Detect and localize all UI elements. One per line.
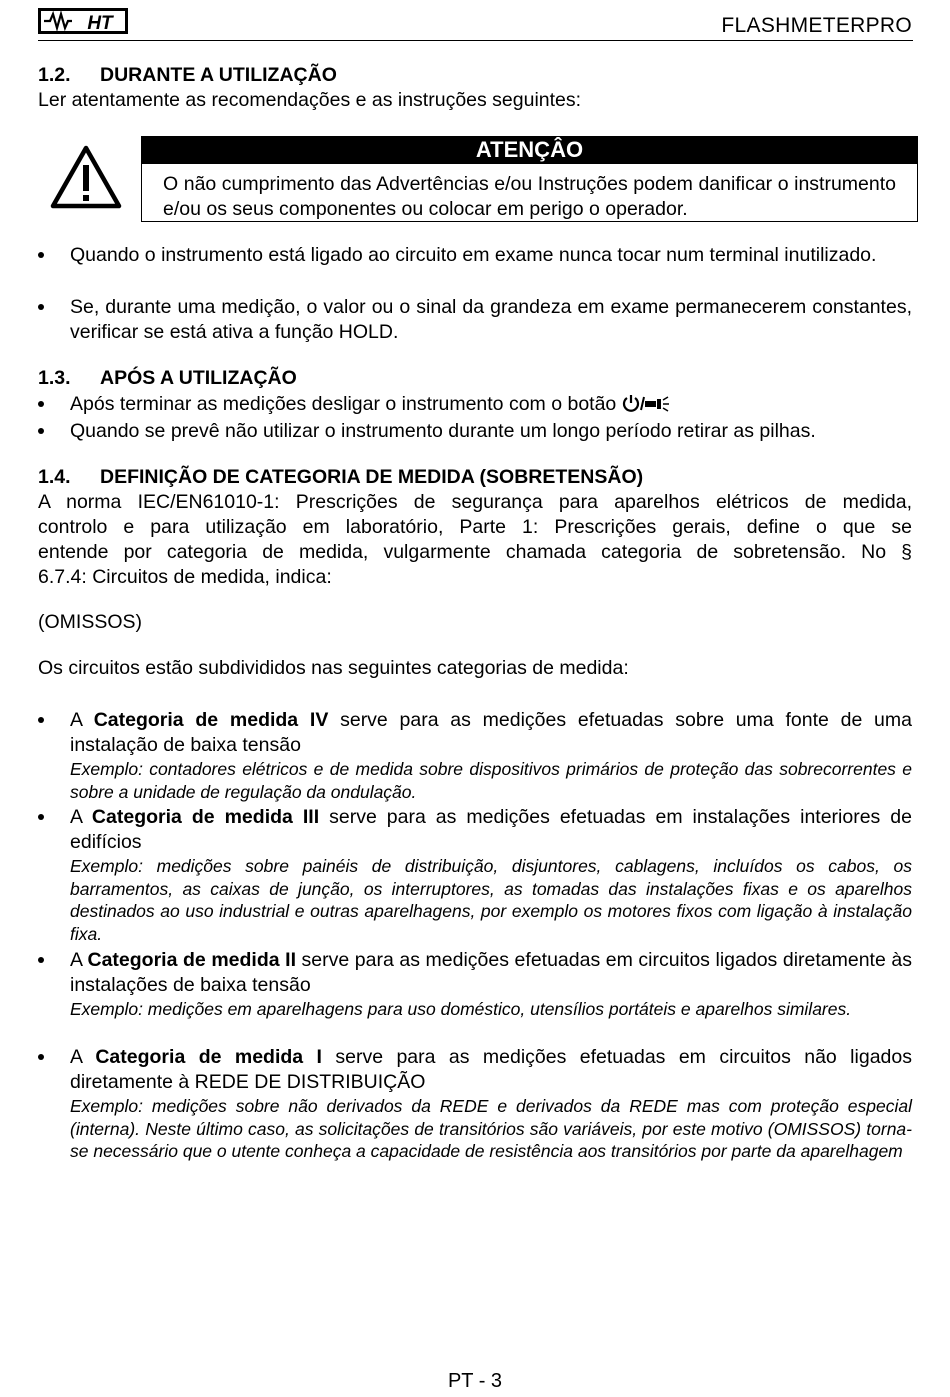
warning-text: O não cumprimento das Advertências e/ou Instruções podem danificar o instrumento e/ou os seus componentes ou colocar em perigo o operador. xyxy=(163,173,896,220)
warning-title: ATENÇÂO xyxy=(141,136,918,164)
svg-text:HT: HT xyxy=(87,13,113,34)
category-i-item: A Categoria de medida I serve para as medições efetuadas em circuitos não ligados diretamente à REDE DE DISTRIBUIÇÃO Exemplo: medições sobre não derivados da REDE e derivados da REDE mas com proteção especial (interna). Neste último caso, as solicitações de transitórios são variáveis, por este motivo (OMISSOS) torna-se necessário que o utente conheça a capacidade de resistência aos transitórios por parte da aparelhagem xyxy=(38,1045,912,1163)
subdivision-intro: Os circuitos estão subdivididos nas seguintes categorias de medida: xyxy=(38,657,629,679)
category-name: Categoria de medida III xyxy=(91,806,320,828)
list-item: Quando o instrumento está ligado ao circuito em exame nunca tocar num terminal inutilizado. xyxy=(38,243,912,268)
bullet-icon xyxy=(38,401,44,407)
ht-logo xyxy=(38,6,128,36)
bullet-icon xyxy=(38,814,44,820)
section-title: DEFINIÇÃO DE CATEGORIA DE MEDIDA (SOBRETENSÃO) xyxy=(100,466,644,488)
list-item: Após terminar as medições desligar o instrumento com o botão xyxy=(38,392,912,417)
section-title: APÓS A UTILIZAÇÃO xyxy=(100,367,297,389)
bullet-icon xyxy=(38,957,44,963)
paragraph-line: A norma IEC/EN61010-1: Prescrições de segurança para aparelhos elétricos de medida, xyxy=(38,491,912,513)
bullet-icon xyxy=(38,428,44,434)
section-number: 1.4. xyxy=(38,466,71,488)
section-number: 1.2. xyxy=(38,64,71,86)
list-item: Quando se prevê não utilizar o instrumento durante um longo período retirar as pilhas. xyxy=(38,419,912,444)
section-1-4-heading xyxy=(38,465,643,490)
bullet-icon xyxy=(38,1054,44,1060)
bullet-icon xyxy=(38,717,44,723)
section-1-4-paragraph xyxy=(38,490,912,590)
section-1-3-heading xyxy=(38,366,297,391)
list-item: Se, durante uma medição, o valor ou o sinal da grandeza em exame permanecerem constantes, verificar se está ativa a função HOLD. xyxy=(38,295,912,345)
category-example: Exemplo: contadores elétricos e de medida sobre dispositivos primários de proteção das sobrecorrentes e sobre a unidade de regulação da ondulação. xyxy=(70,759,912,802)
category-example: Exemplo: medições sobre painéis de distribuição, disjuntores, cablagens, incluídos os cabos, os barramentos, as caixas de junção, os interruptores, as tomadas das instalações fixas e os aparelhos destinados ao uso industrial e outras aparelhagens, por exemplo os motores fixos com ligação à instalação fixa. xyxy=(70,856,912,944)
category-name: Categoria de medida I xyxy=(95,1046,322,1068)
omissos-note: (OMISSOS) xyxy=(38,611,143,633)
page-number: PT - 3 xyxy=(447,1370,503,1392)
product-name: FLASHMETERPRO xyxy=(721,14,912,37)
paragraph-line: entende por categoria de medida, vulgarmente chamada categoria de sobretensão. No § xyxy=(38,541,912,563)
category-example: Exemplo: medições sobre não derivados da REDE e derivados da REDE mas com proteção especial (interna). Neste último caso, as solicitações de transitórios são variáveis, por este motivo (OMISSOS) torna-se necessário que o utente conheça a capacidade de resistência aos transitórios por parte da aparelhagem xyxy=(70,1096,912,1161)
bullet-icon xyxy=(38,252,44,258)
category-example: Exemplo: medições em aparelhagens para uso doméstico, utensílios portáteis e aparelhos similares. xyxy=(70,999,852,1019)
section-1-2-intro: Ler atentamente as recomendações e as instruções seguintes: xyxy=(38,89,582,111)
category-ii-item: A Categoria de medida II serve para as medições efetuadas em circuitos ligados diretamente às instalações de baixa tensão Exemplo: medições em aparelhagens para uso doméstico, utensílios portáteis e aparelhos similares. xyxy=(38,948,912,1021)
header-divider xyxy=(38,40,913,41)
section-number: 1.3. xyxy=(38,367,71,389)
paragraph-line: controlo e para utilização em laboratório, Parte 1: Prescrições gerais, define o que se xyxy=(38,516,912,538)
category-iv-item: A Categoria de medida IV serve para as medições efetuadas sobre uma fonte de uma instalação de baixa tensão Exemplo: contadores elétricos e de medida sobre dispositivos primários de proteção das sobrecorrentes e sobre a unidade de regulação da ondulação. xyxy=(38,708,912,803)
category-name: Categoria de medida IV xyxy=(93,709,329,731)
section-1-2-heading xyxy=(38,63,337,88)
category-name: Categoria de medida II xyxy=(87,949,296,971)
section-title: DURANTE A UTILIZAÇÃO xyxy=(100,64,337,86)
warning-triangle-icon xyxy=(50,145,122,209)
power-backlight-button-icon xyxy=(622,394,670,412)
bullet-icon xyxy=(38,304,44,310)
paragraph-line: 6.7.4: Circuitos de medida, indica: xyxy=(38,566,332,588)
category-iii-item: A Categoria de medida III serve para as medições efetuadas em instalações interiores de edifícios Exemplo: medições sobre painéis de distribuição, disjuntores, cablagens, incluídos os cabos, os barramentos, as caixas de junção, os interruptores, as tomadas das instalações fixas e os aparelhos destinados ao uso industrial e outras aparelhagens, por exemplo os motores fixos com ligação à instalação fixa. xyxy=(38,805,912,945)
